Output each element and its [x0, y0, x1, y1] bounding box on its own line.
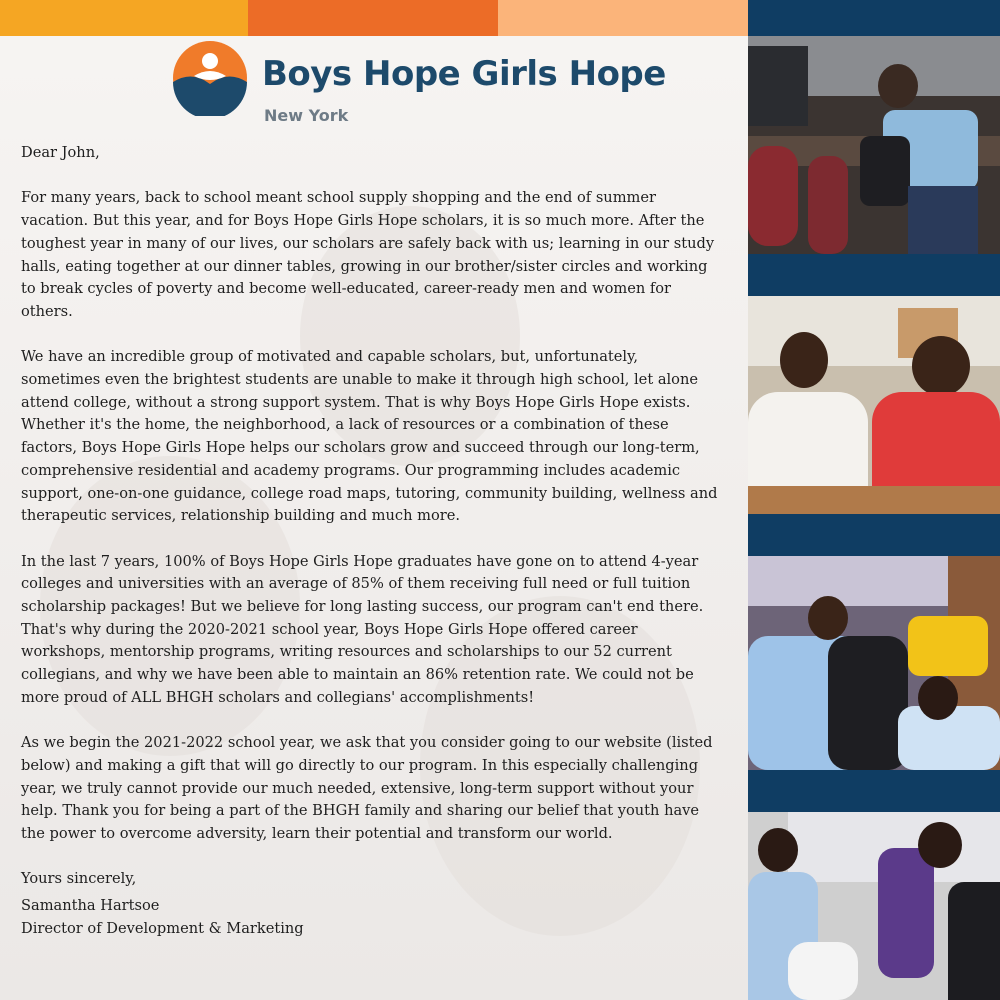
- bhgh-logo-icon: [172, 40, 248, 116]
- paragraph: In the last 7 years, 100% of Boys Hope Girls Hope graduates have gone on to attend 4-year colleges and universities with an average of 85% of them receiving full need or full tuition scholarship packages! But we believe for long lasting success, our program can't end there. That's why during the 2020-2021 school year, Boys Hope Girls Hope offered career workshops, mentorship programs, writing resources and scholarships to our 52 current collegians, and why we have been able to maintain an 86% retention rate. We could not be more proud of ALL BHGH scholars and collegians' accomplishments!: [21, 552, 704, 706]
- photo-study-hall: [748, 36, 1000, 254]
- logo: [172, 40, 666, 130]
- closing: Yours sincerely,: [21, 870, 137, 888]
- top-bar-orange: [248, 0, 498, 36]
- paragraph: For many years, back to school meant school supply shopping and the end of summer vacation. But this year, and for Boys Hope Girls Hope scholars, it is so much more. After the toughest year in many of our lives, our scholars are safely back with us; learning in our study halls, eating together at our dinner tables, growing in our brother/sister circles and working to break cycles of poverty and become well-educated, career-ready men and women for others.: [21, 189, 715, 320]
- paragraph: As we begin the 2021-2022 school year, we ask that you consider going to our website (listed below) and making a gift that will go directly to our program. In this especially challenging year, we truly cannot provide our much needed, extensive, long-term support without your help. Thank you for being a part of the BHGH family and sharing our belief that youth have the power to overcome adversity, learn their potential and transform our world.: [21, 734, 713, 843]
- salutation: Dear John,: [21, 144, 100, 161]
- letter-panel: [0, 36, 748, 1000]
- signer-title: Director of Development & Marketing: [21, 919, 304, 937]
- top-bar-yellow: [0, 0, 248, 36]
- photo-scholars-smiling: [748, 296, 1000, 514]
- org-name: Boys Hope Girls Hope: [262, 54, 666, 94]
- photo-cafeteria: [748, 812, 1000, 1000]
- top-bar-peach: [498, 0, 748, 36]
- org-subtitle: New York: [264, 106, 349, 125]
- photo-column: [748, 36, 1000, 1000]
- top-bar-navy: [748, 0, 1000, 36]
- signature-block: [21, 895, 304, 940]
- paragraph: We have an incredible group of motivated and capable scholars, but, unfortunately, sometimes even the brightest students are unable to make it through high school, let alone attend college, without a strong support system. That is why Boys Hope Girls Hope exists. Whether it's the home, the neighborhood, a lack of resources or a combination of these factors, Boys Hope Girls Hope helps our scholars grow and succeed through our long-term, comprehensive residential and academy programs. Our programming includes academic support, one-on-one guidance, college road maps, tutoring, community building, wellness and therapeutic services, relationship building and much more.: [21, 348, 718, 525]
- letter-body: [21, 142, 721, 914]
- signer-name: Samantha Hartsoe: [21, 897, 160, 914]
- photo-group-selfie: [748, 556, 1000, 770]
